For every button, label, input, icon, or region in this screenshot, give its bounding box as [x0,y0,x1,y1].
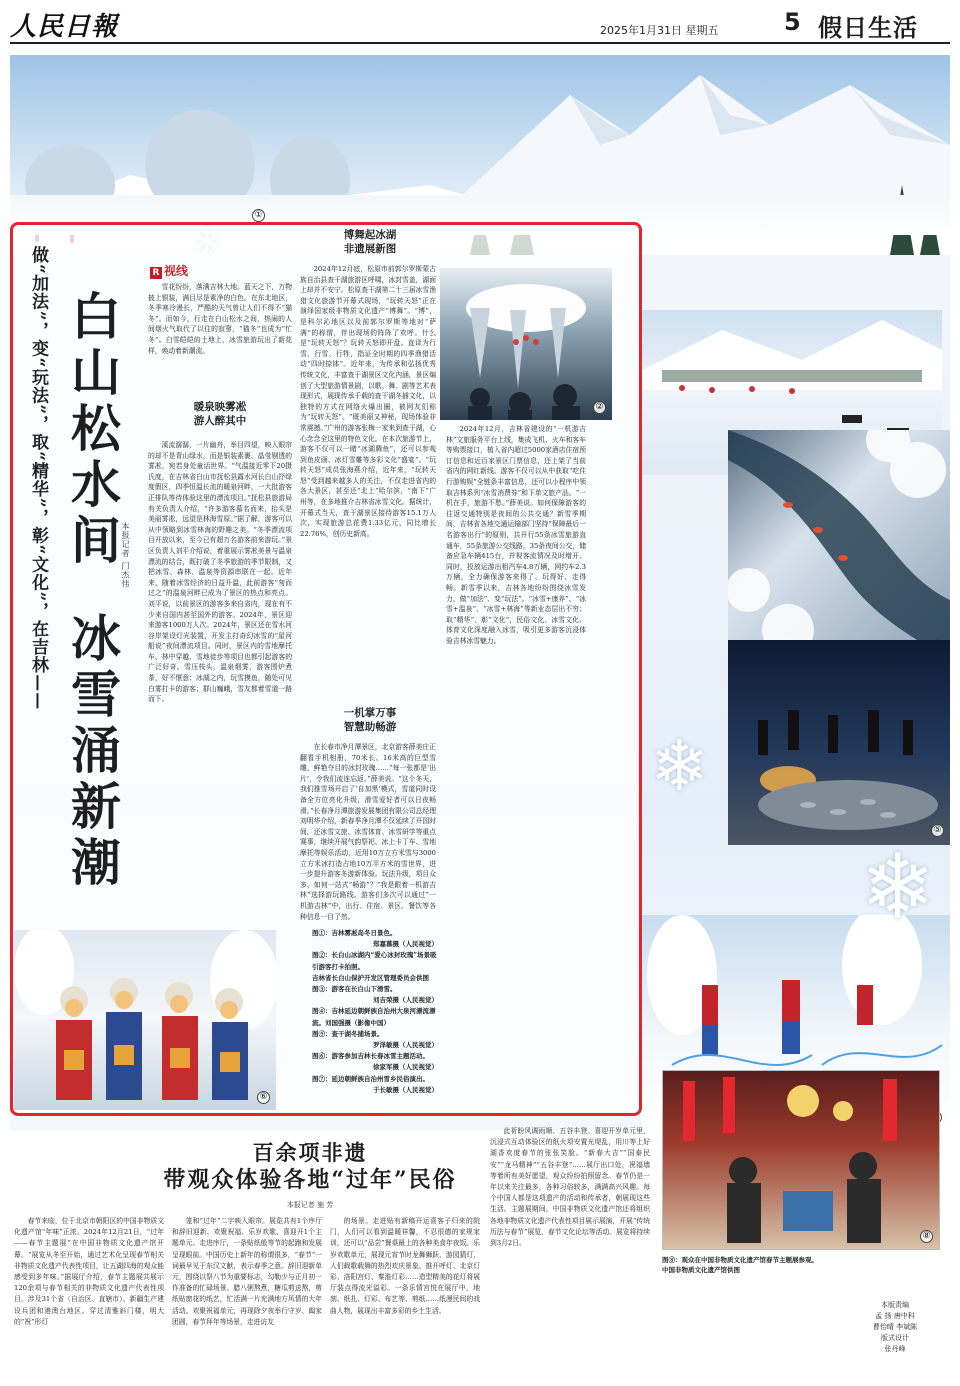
photo-captions [312,928,438,1096]
photo-folk-costume-girls [14,930,276,1110]
caption-line: 图④：吉林延边朝鲜族自治州大泉河漂流漂流。刘国强摄（影像中国） [312,1007,436,1027]
snowflake-icon: ❄ [860,835,936,940]
bottom-column-2: 笼和“过年”二字映入眼帘。展览共有1个序厅和辞旧迎新、欢聚祝福、乐岁欢歌、喜迎开1个主题单元。走进序厅，一条贴纸般等节的起跑和发展呈现眼前。中国历史上新年的称谓很多，“春节”一词最早见于东汉文献，表示春季之意。辞旧迎新单元，围绕以祭八节为重要标志，勾勒少与正月初一作准备的忙碌场景。腊八粥熬煮，糖瓜剪送熬，剪纸贴窗花的纸艺，忙活满一片充满地方风情的大年活动。欢聚祝福单元，再现除夕夜举行守岁、阖家团圆，春节拜年等场景，走进访友 [172,1217,322,1326]
article-column-3: 2024年12月底，松原市前郭尔罗斯蒙古族自治县查干湖旅游区呼啸，冰封雪盖，湖面上却并不安宁。松原查干湖第二十三届冰雪渔猎文化旅游节开幕式现场，“玩转天怒”正在演绎国家级非物质文化遗产“博舞”。“博”，是科尔沁地区以及前郭尔罗斯等地对“萨满”的称谓，伴出现场的阵阵了欢呼。什么是“玩转天怒”？玩转天怒即开盘。直译为行雪、行雪、行牲，指证全时期的四季渔猎活动“四时捺钵”。近年来，为传承和弘扬优秀传统文化，丰富查干湖景区文化内涵，景区编创了大型旅游情景剧，以歌、舞、剧等艺术表现形式，展现传承千载的查干湖冬捕文化，以独特的方式在网络火爆出圈，被网友们称为“玩转天怒”。“既美丽又神秘，现场体验非常震撼。”广州的游客张梅一家来到查干湖，心心念念全这里的特色文化。在本次旅游节上，游客不仅可以一睹“冰湖腾鱼”，还可以参观到鱼皮画、冰灯雪雕等多彩文化“盛宴”。“玩转天怒”成员张海燕介绍，近年来，“玩转天怒”受到越来越多人的关注，不仅走进省内的各大景区，甚至还“北上”哈尔滨，“南下”广州等，在多地推介吉林省冰雪文化。据统计，开幕式当天，查干湖景区接待游客15.1万人次，实现旅游总花费1.33亿元，同比增长22.76%，创历史新高。 [300,265,436,538]
caption-line: 图③：游客在长白山下滑雪。 [312,985,397,994]
bottom-column-3: 的场景。走进贴有新稿开运喜客子归来的院门，人们可以看到温暖祥馨，不忍很德的家规家训，还可以“品尝”餐桌最上的各种美食年夜饭。乐岁欢歌单元，展现元宵节时龙舞狮跃、游园猜灯，人们载歌载舞的热烈欢庆景象。推开呼灯、北京灯彩、洛阳宫灯、秦淮灯彩……造型精美的花灯将展厅装点得流光溢彩。一条乐情宫悦在展厅中，地刻、纸扎、灯彩、布艺等、剪纸……纸漫民间的戏曲人物，展现出丰富多彩的乡土生活。 [330,1217,480,1315]
caption-line: 刘吉荣摄（人民视觉） [373,996,438,1005]
section-tag [150,262,188,279]
section-heading-3: 一机掌万事 智慧助畅游 [343,707,397,733]
page-number: 5 [784,8,801,36]
page-section-name: 假日生活 [818,13,918,42]
section-heading-1: 暖泉映雾凇 游人醉其中 [193,401,247,427]
caption-line: 图②：长白山冰湖内“爱心冰封玫瑰”场景吸引游客打卡拍照。 [312,951,437,971]
article-column-4: 在长春市净月潭景区，北京游客薛美庄正翻看手机相册，70米长、16米高的巨型雪雕，鲜艳夺目的冰封玫瑰……“每一张都是‘出片’，令我们流连忘返。”薛美说。“这个冬天，我们推雪场开启了‘自加黑’模式，雪道同时设备全方位亮化升级，滑雪爱好者可以日夜畅滑。”长春净月潭旅游发展集团有限公司总经理刘明华介绍，新春季净月潭不仅延续了开园时间，还冰雪文旅、冰雪体育、冰雪研学等重点赛事，继续开展气韵祭祀、冰上卡丁车、雪地摩托等娱乐活动，近用10万立方米雪与3000立方米冰打造占地10万平方米的雪世界，进一步提升游客冬游新体验。玩法升级，项目众多，如何一站式“畅游”？“我是跟着一机游吉林”选择游玩路线。游客们多次可以通过“一机游吉林”中，出行、住宿、景区、餐饮等各种信息一目了然。 [300,743,436,921]
photo-exhibition-visitors [662,1070,940,1250]
bottom-article-byline: 本报记者 施 芳 [286,1201,334,1209]
tag-label: 视线 [164,264,189,278]
bottom-column-1: 春节来临，位于北京市朝阳区的中国非物质文化遗产馆“年味”正浓。2024年12月21日，“过年——春节主题展”在中国非物质文化遗产馆开幕。“展览从冬至开始，通过艺术化呈现春节相关非物质文化遗产代表性项目，让五湖四海的观众能感受到多年味。”据展厅介绍，春节主题展共展示120余项与春节相关的非物质文化遗产代表性项目，涉及31个省（自治区、直辖市）、新疆生产建设兵团和港澳台地区。穿过清雅斜门楼，明大的“祝”形灯 [14,1217,164,1326]
bottom-column-4: 此祈盼风调雨顺、五谷丰登。喜迎开岁单元里，沉浸式互动体验区的纸火项安置光堤乱，用川等上好湖香欢度春节的张张笑脸。“新春大吉”“国泰民安”“龙马精神”“五谷丰登”……展厅出口处，祝福墙等着所有美好愿望，观众纷纷拍照留念。春节仍是一年以来关注最多，各种习俗较多，满满高兴风趣。每个中国人都是这项遗产的活动和传承者，朝展现这些生活。主题展期间，中国非物质文化遗产馆还将组织各地非物质文化遗产代表性项目展示展演，开展“传统历法与春节”展览，春节文化论坛等活动。展览将持续到3月2日。 [490,1127,650,1248]
caption-line: 图⑥：游客参加吉林长春冰雪主题活动。 [312,1052,429,1061]
masthead [0,0,960,50]
caption-line: 罗泽敏摄（人民视觉） [373,1041,438,1050]
masthead-rule [10,42,950,44]
article-title-part1: 白山松水间 [63,290,122,570]
article-byline: 本报记者 门杰伟 [121,522,130,589]
tag-icon: R [150,267,162,279]
caption-line: 图⑤：查干湖冬捕场景。 [312,1029,384,1038]
photo-number: ⑤ [931,824,944,837]
photo-number: ② [593,401,606,414]
photo8-caption: 图⑧：观众在中国非物质文化遗产馆春节主题展参观。 中国非物质文化遗产馆供图 [662,1256,818,1274]
caption-line: 吉林省长白山保护开发区管理委员会供图 [312,973,429,982]
caption-line: 图①：吉林雾凇岛冬日景色。 [312,929,397,937]
photo-number: ⑥ [257,1091,270,1104]
caption-line: 徐家军摄（人民视觉） [373,1063,438,1072]
photo-fishing-night [728,640,950,845]
article-column-5: 2024年12月，吉林省建设的“一机游吉林”文旅服务平台上线，集成飞机、火车和客车等购票接口，植入省内超过5000家酒店住宿预订信息和近百家景区门票信息，还上架了当前省内的网红新线。游客不仅可以从中获取“吃住行游购娱”全链条丰富信息，还可以小程序中领取吉林系列“冰雪消费券”和下单文旅产品。“一机在手，旅游不愁。”薛美说。如何保障游客的往返交通特别是夜间的公共交通？新雪季期间，吉林省各地交通运输部门坚持“保障最后一名游客出行”的原则，共开行55条冰雪旅游直通车，55条旅游公交线路，35条夜间公交，储备应急车辆415台，并视客流情况及时增开。同时，投放运游出租汽车4.8万辆，网约车2.3万辆，全力确保游客来得了、玩得好、走得畅。新雪季以来，吉林各地纷纷围绕冰雪发力，做“加法”、变“玩法”。“冰雪+康养”、“冰雪+温泉”、“冰雪+林海”等新业态层出不穷；取“精华”、彰“文化”，民俗文化、冰雪文化、体育文化深度融入冰雪，吸引更多游客沉浸体验吉林冰雪魅力。 [446,425,586,645]
photo-number: ① [252,209,265,222]
bottom-article-title-line1: 百余项非遗 [252,1140,368,1165]
caption-line: 图⑦：延边朝鲜族自治州雪乡民俗演出。 [312,1074,429,1083]
article-subtitle: 做“加法”，变“玩法”，取“精华”，彰“文化”，在吉林—— [28,246,48,711]
article-title-part2: 冰雪涌新潮 [63,612,122,892]
snowflake-icon: ❄ [650,725,709,807]
article-column-2: 溪流潺潺，一片幽舟，举目四望，映入眼帘的却不是青山绿水，而是银装素裹、晶莹剔透的雾凇，宛若身处童话世界。“气温接近零下20摄氏度，在吉林省白山市抚松县露水河长白山抒绿度假区，四季恒温长流的暖泉河畔，一大批游客正排队等待体验这里的漂流项目。”抚松县旅游局有关负责人介绍，“许多游客慕名而来，抬头是美丽雾凇，远望是林海雪原。”据了解，游客可以从中领略到冰雪林海的野趣之美。“冬季漂流项目开放以来，至今已有超万名游客前来游玩。”景区负责人刘平介绍说，着重展示雾凇美景与温泉漂流的结合，既打破了冬季旅游的季节限制，又把冰雪、森林、温泉等资源串联在一起。近年来，随着冰雪经济的日益升温，此前游客“匆而过之”的温泉河畔已成为了景区的热点和亮点。刘平说，以前景区的游客多来自省内，现在有不少来自国内甚至国外的游客。2024年，景区迎来游客1000万人次。2024年，景区还在雪水河谷岸架设灯光装置，开发主打奇幻冰雪的“星河船说”夜间漂流项目。同时，景区内的雪地摩托车、林中穿越、雪地徒步等项目也都引起游客的广泛好奇。雪压枝头，温泉烟雾，游客围炉煮茶，好不惬意；冰湖之内，玩雪摸鱼，随处可见白雾打卡的游客；群山巍峨，雪友都着雪道一路而下。 [148,441,292,704]
caption-line: 郑嘉慕摄（人民视觉） [373,940,438,949]
photo-number: ⑧ [920,1230,933,1243]
photo-ice-rose-cave [440,268,612,420]
section-heading-2: 博舞起冰湖 非遗展新图 [343,229,397,255]
newspaper-logo: 人民日報 [10,12,119,42]
caption-line: 于长敏摄（人民视觉） [373,1085,438,1094]
editor-credits: 本版责编 孟 扬 唐中科 曹怡晴 李斌陈 版式设计 张丹峰 [872,1301,918,1353]
article-column-1: 雪花纷纷，落满吉林大地。蓝天之下，万物披上银装，满目尽是素净的白色。在东北地区，冬季寒冷漫长，严酷的天气曾让人们不得不“猫冬”。而如今，行走在白山松水之间，热闹的人间烟火气取代了以往的寂寥，“猫冬”也成为“忙冬”。白雪皑皑的土地上，冰雪旅游玩出了新花样，焕动着新潮流。 [148,283,292,355]
issue-date: 2025年1月31日 星期五 [600,24,719,37]
bottom-article-title-line2: 带观众体验各地“过年”民俗 [163,1167,457,1193]
photo-rafting-river [728,430,950,660]
